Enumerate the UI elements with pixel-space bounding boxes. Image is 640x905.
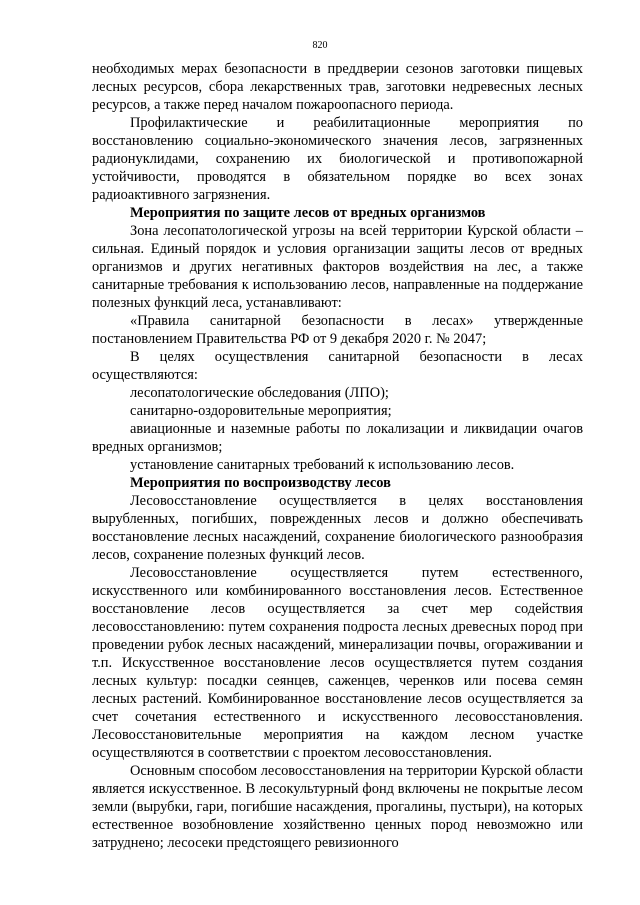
paragraph-threat-zone: Зона лесопатологической угрозы на всей территории Курской области – сильная. Единый порядок и условия организации защиты лесов от вредных организмов и других негативных факторов воздействия на лес, а также санитарные требования к использованию лесов, направленные на поддержание полезных функций леса, устанавливают:	[92, 223, 583, 311]
paragraph-continuation: необходимых мерах безопасности в преддверии сезонов заготовки пищевых лесных ресурсов, сбора лекарственных трав, заготовки недревесных лесных ресурсов, а также перед началом пожароопасного периода.	[92, 61, 583, 113]
list-item: авиационные и наземные работы по локализации и ликвидации очагов вредных организмов;	[92, 421, 583, 455]
list-item: установление санитарных требований к использованию лесов.	[130, 457, 515, 473]
paragraph-reforestation-purpose: Лесовосстановление осуществляется в целях восстановления вырубленных, погибших, поврежденных лесов и должно обеспечивать восстановление лесных насаждений, сохранение биологического разнообразия лесов, сохранение полезных функций лесов.	[92, 493, 583, 563]
section-heading-reforestation: Мероприятия по воспроизводству лесов	[130, 475, 391, 491]
paragraph-main-method: Основным способом лесовосстановления на территории Курской области является искусственное. В лесокультурный фонд включены не покрытые лесом земли (вырубки, гари, погибшие насаждения, прогалины, пустыри), на которых естественное возобновление хозяйственно ценных пород невозможно или затруднено; лесосеки предстоящего ревизионного	[92, 763, 583, 851]
paragraph-reforestation-methods: Лесовосстановление осуществляется путем естественного, искусственного или комбинированного восстановления лесов. Естественное восстановление лесов осуществляется за счет мер содействия лесовосстановлению: путем сохранения подроста лесных древесных пород при проведении рубок лесных насаждений, минерализации почвы, огораживании и т.п. Искусственное восстановление лесов осуществляется путем создания лесных культур: посадки сеянцев, саженцев, черенков или посева семян лесных растений. Комбинированное восстановление лесов осуществляется за счет сочетания естественного и искусственного лесовосстановления. Лесовосстановительные мероприятия на каждом лесном участке осуществляются в соответствии с проектом лесовосстановления.	[92, 565, 583, 761]
paragraph-sanitary-safety: В целях осуществления санитарной безопасности в лесах осуществляются:	[92, 349, 583, 383]
list-item: лесопатологические обследования (ЛПО);	[130, 385, 389, 401]
page-number: 820	[312, 40, 328, 51]
document-body	[92, 60, 583, 852]
paragraph-sanitary-rules: «Правила санитарной безопасности в лесах» утвержденные постановлением Правительства РФ от 9 декабря 2020 г. № 2047;	[92, 313, 583, 347]
section-heading-forest-protection: Мероприятия по защите лесов от вредных организмов	[130, 205, 486, 221]
list-item: санитарно-оздоровительные мероприятия;	[130, 403, 392, 419]
paragraph-preventive-measures: Профилактические и реабилитационные мероприятия по восстановлению социально-экономического значения лесов, загрязненных радионуклидами, сохранению их биологической и противопожарной устойчивости, проводятся в обязательном порядке во всех зонах радиоактивного загрязнения.	[92, 115, 583, 203]
